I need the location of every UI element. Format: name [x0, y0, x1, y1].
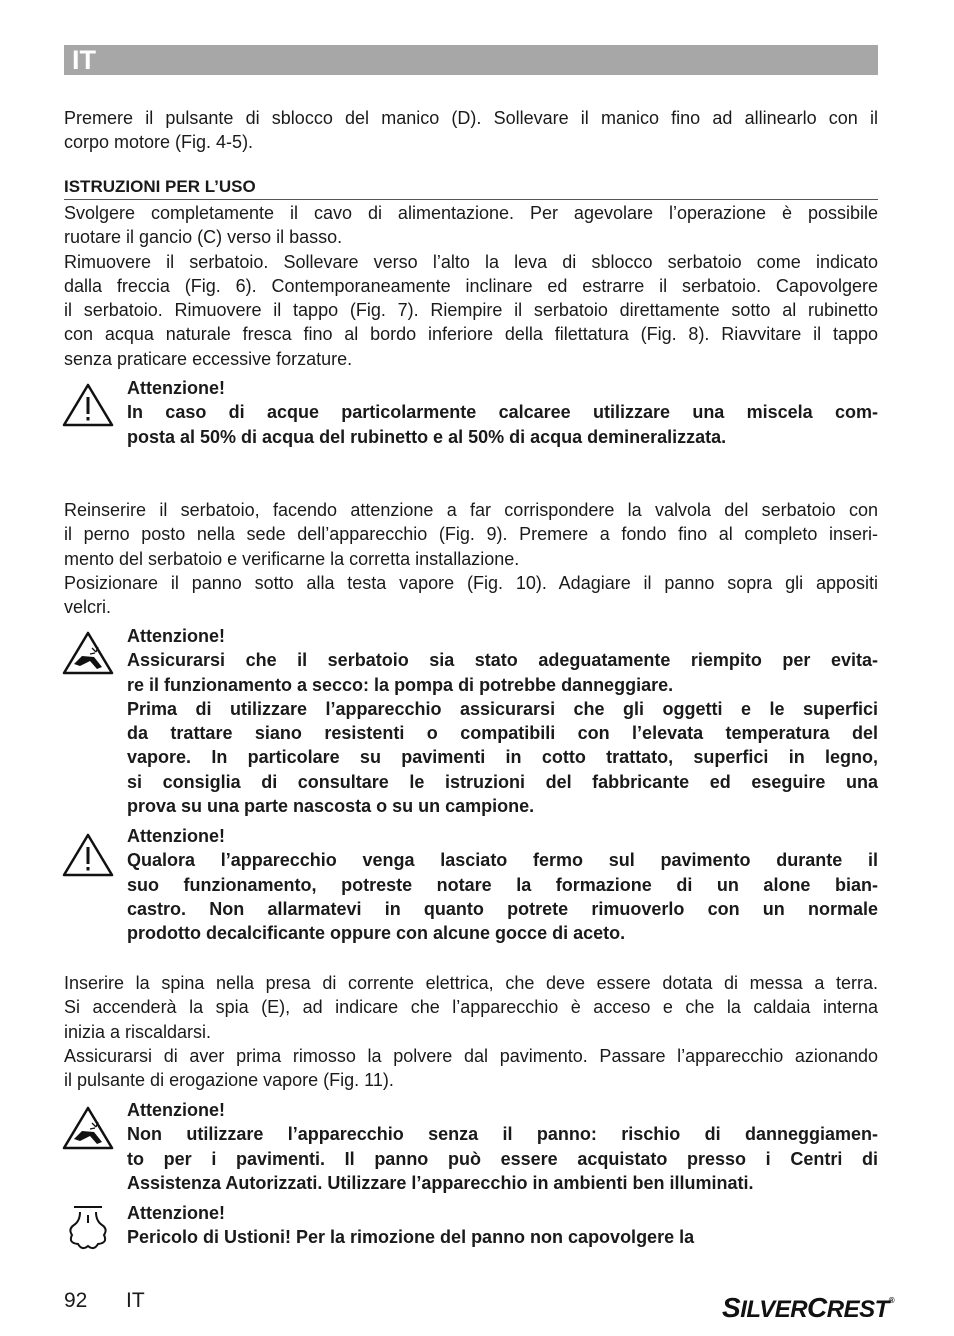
- text-line: Attenzione!: [127, 826, 225, 846]
- paragraph-handle: [64, 106, 878, 155]
- warning-triangle-icon: [62, 832, 114, 878]
- warning-triangle-icon: [62, 382, 114, 428]
- text-line: Attenzione!: [127, 378, 225, 398]
- page-number: 92: [64, 1289, 88, 1312]
- text-line: il perno posto nella sede dell’apparecchio (Fig. 9). Premere a fondo fino al completo inseri-: [64, 524, 878, 545]
- text-line: prodotto decalcificante oppure con alcune gocce di aceto.: [127, 923, 626, 944]
- steam-burn-icon: [62, 1205, 114, 1251]
- text-line: Rimuovere il serbatoio. Sollevare verso l’alto la leva di sblocco serbatoio come indicato: [64, 251, 878, 272]
- warning-no-cloth: [127, 1098, 878, 1195]
- text-line: il serbatoio. Rimuovere il tappo (Fig. 7). Riempire il serbatoio direttamente sotto al rubinetto: [64, 300, 878, 321]
- text-line: Premere il pulsante di sblocco del manico (D). Sollevare il manico fino ad allinearlo con il: [64, 108, 878, 128]
- text-line: il pulsante di erogazione vapore (Fig. 11).: [64, 1070, 394, 1091]
- text-line: suo funzionamento, potreste notare la formazione di un alone bian-: [127, 874, 878, 895]
- language-header-bar: [64, 45, 878, 75]
- text-line: senza praticare eccessive forzature.: [64, 348, 353, 369]
- paragraph-power-on: [64, 971, 878, 1092]
- text-line: vapore. In particolare su pavimenti in cotto trattato, superfici in legno,: [127, 747, 878, 768]
- text-line: con acqua naturale fresca fino al bordo inferiore della filettatura (Fig. 8). Riavvitare il tappo: [64, 324, 878, 345]
- text-line: In caso di acque particolarmente calcaree utilizzare una miscela com-: [127, 402, 878, 423]
- footer-language: IT: [126, 1289, 145, 1312]
- text-line: Assicurarsi di aver prima rimosso la polvere dal pavimento. Passare l’apparecchio azionando: [64, 1045, 878, 1066]
- text-line: Prima di utilizzare l’apparecchio assicurarsi che gli oggetti e le superfici: [127, 698, 878, 719]
- text-line: Qualora l’apparecchio venga lasciato fermo sul pavimento durante il: [127, 850, 878, 871]
- warning-white-halo: [127, 824, 878, 945]
- silvercrest-logo: SILVERCREST®: [722, 1292, 895, 1323]
- text-line: Attenzione!: [127, 626, 225, 646]
- text-line: castro. Non allarmatevi in quanto potrete rimuoverlo con un normale: [127, 898, 878, 919]
- text-line: da trattare siano resistenti o compatibili con l’elevata temperatura del: [127, 723, 878, 744]
- warning-limescale: [127, 376, 878, 449]
- section-heading: ISTRUZIONI PER L’USO: [64, 175, 878, 200]
- paragraph-reinsert-tank: [64, 498, 878, 619]
- text-line: Pericolo di Ustioni! Per la rimozione del panno non capovolgere la: [127, 1227, 695, 1248]
- text-line: Posizionare il panno sotto alla testa vapore (Fig. 10). Adagiare il panno sopra gli appositi: [64, 572, 878, 593]
- text-line: posta al 50% di acqua del rubinetto e al 50% di acqua demineralizzata.: [127, 426, 727, 447]
- text-line: prova su una parte nascosta o su un campione.: [127, 796, 535, 817]
- hand-hazard-warning-icon: [62, 630, 114, 676]
- text-line: to per i pavimenti. Il panno può essere acquistato presso i Centri di: [127, 1148, 878, 1169]
- text-line: mento del serbatoio e verificarne la corretta installazione.: [64, 548, 520, 569]
- text-line: Attenzione!: [127, 1100, 225, 1120]
- text-line: Attenzione!: [127, 1203, 225, 1223]
- text-line: re il funzionamento a secco: la pompa di potrebbe danneggiare.: [127, 674, 674, 695]
- hand-hazard-warning-icon: [62, 1105, 114, 1151]
- warning-burn: [127, 1201, 878, 1250]
- text-line: Svolgere completamente il cavo di alimentazione. Per agevolare l’operazione è possibile: [64, 203, 878, 223]
- text-line: Assicurarsi che il serbatoio sia stato adeguatamente riempito per evita-: [127, 650, 878, 671]
- warning-tank-dry-run: [127, 624, 878, 818]
- text-line: corpo motore (Fig. 4-5).: [64, 132, 254, 153]
- text-line: si consiglia di consultare le istruzioni del fabbricante ed eseguire una: [127, 771, 878, 792]
- language-label: IT: [72, 45, 96, 75]
- text-line: Assistenza Autorizzati. Utilizzare l’apparecchio in ambienti ben illuminati.: [127, 1172, 754, 1193]
- text-line: Reinserire il serbatoio, facendo attenzione a far corrispondere la valvola del serbatoio con: [64, 500, 878, 520]
- text-line: inizia a riscaldarsi.: [64, 1021, 212, 1042]
- text-line: Si accenderà la spia (E), ad indicare che l’apparecchio è acceso e che la caldaia interna: [64, 997, 878, 1018]
- paragraph-tank-fill: [64, 201, 878, 371]
- text-line: velcri.: [64, 597, 112, 618]
- text-line: Inserire la spina nella presa di corrente elettrica, che deve essere dotata di messa a terra.: [64, 973, 878, 993]
- text-line: dalla freccia (Fig. 6). Contemporaneamente inclinare ed estrarre il serbatoio. Capovolgere: [64, 275, 878, 296]
- text-line: ruotare il gancio (C) verso il basso.: [64, 227, 343, 248]
- text-line: Non utilizzare l’apparecchio senza il panno: rischio di danneggiamen-: [127, 1124, 878, 1145]
